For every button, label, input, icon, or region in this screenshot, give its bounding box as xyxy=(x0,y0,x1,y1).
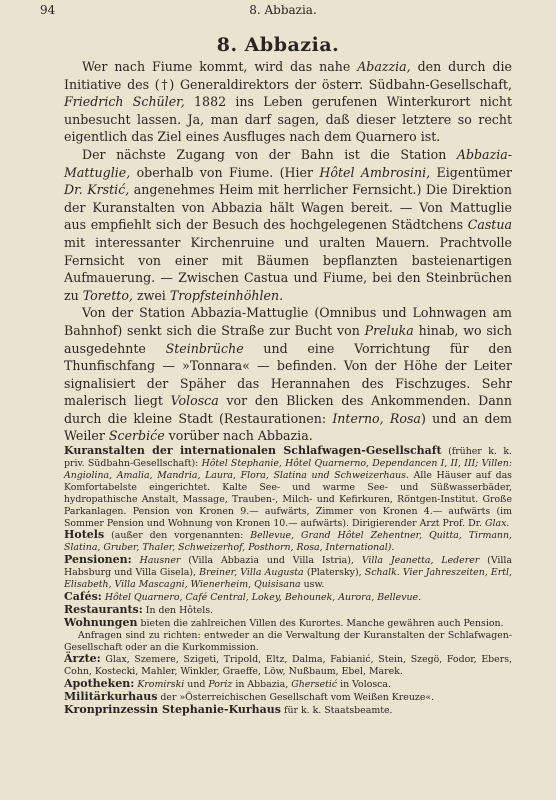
entry-apotheken: Apotheken: Kromirski und Poriz in Abbazia, Ghersetić in Volosca. xyxy=(64,677,391,691)
running-title: 8. Abbazia. xyxy=(249,3,317,17)
entry-kronprinzessin-kurhaus: Kronprinzessin Stephanie-Kurhaus für k. k. Staatsbeamte. xyxy=(64,703,393,717)
entry-restaurants: Restaurants: In den Hôtels. xyxy=(64,602,213,616)
entry-militaerkurhaus: Militärkurhaus der »Österreichischen Gesellschaft vom Weißen Kreuze«. xyxy=(64,690,435,704)
entry-anfragen: Anfragen sind zu richten: entweder an die Verwaltung der Kuranstalten der Schlafwagen-Gesellschaft oder an die Kurkommission. xyxy=(64,629,512,653)
entry-hotels: Hotels (außer den vorgenannten: Bellevue, Grand Hôtel Zehentner, Quitta, Tirmann, Slatina, Gruber, Thaler, Schweizerhof, Posthorn, Rosa, International). xyxy=(64,528,512,554)
chapter-title: 8. Abbazia. xyxy=(216,34,340,56)
entry-aerzte: Ärzte: Glax, Szemere, Szigeti, Tripold, Eltz, Dalma, Fabianić, Stein, Szegö, Fodor, Ebers, Cohn, Kostecki, Mahler, Winkler, Graeffe, Löw, Nußbaum, Ebel, Marek. xyxy=(64,652,512,678)
paragraph-access: Der nächste Zugang von der Bahn ist die Station Abbazia-Mattuglie, oberhalb von Fiume. (Hier Hôtel Ambrosini, Eigentümer Dr. Krstić, angenehmes Heim mit herrlicher Fernsicht.) Die Direktion der Kuranstalten von Abbazia hält Wagen bereit. — Von Mattuglie aus empfiehlt sich der Besuch des hochgelegenen Städtchens Castua mit interessanter Kirchenruine und uralten Mauern. Prachtvolle Fernsicht von einer mit Bäumen bepflanzten basteienartigen Aufmauerung. — Zwischen Castua und Fiume, bei den Steinbrüchen zu Toretto, zwei Tropfsteinhöhlen. xyxy=(64,146,513,303)
paragraph-intro: Wer nach Fiume kommt, wird das nahe Abazzia, den durch die Initiative des (†) Generaldirektors der österr. Südbahn-Gesellschaft, Friedrich Schüler, 1882 ins Leben gerufenen Winterkurort nicht unbesucht lassen. Ja, man darf sagen, daß dieser letztere so recht eigentlich das Ziel eines Ausfluges nach dem Quarnero ist. xyxy=(64,59,513,145)
page-header xyxy=(40,3,526,19)
entry-wohnungen: Wohnungen bieten die zahlreichen Villen des Kurortes. Manche gewähren auch Pension. xyxy=(64,615,504,629)
entry-cafes: Cafés: Hôtel Quarnero, Café Central, Lokey, Behounek, Aurora, Bellevue. xyxy=(64,589,422,603)
page-number: 94 xyxy=(40,3,56,17)
page-body xyxy=(64,58,512,717)
entry-kuranstalten: Kuranstalten der internationalen Schlafwagen-Gesellschaft (früher k. k. priv. Südbahn-Gesellschaft): Hôtel Stephanie, Hôtel Quarnerno, Dependancen I, II, III; Villen: Angiolina, Amalia, Mandria, Laura, Flora, Slatina und Schweizerhaus. Alle Häuser auf das Komfortabelste eingerichtet. Kalte See- und warme See- und Süßwasserbäder, hydropathische Anstalt, Massage, Trauben-, Milch- und Kefirkuren, Röntgen-Institut. Große Parkanlagen. Pension von Kronen 9.— aufwärts, Zimmer von Kronen 4.— aufwärts (im Sommer Pension und Wohnung von Kronen 10.— aufwärts). Dirigierender Arzt Prof. Dr. Glax. xyxy=(64,444,512,529)
paragraph-route: Von der Station Abbazia-Mattuglie (Omnibus und Lohnwagen am Bahnhof) senkt sich die Straße zur Bucht von Preluka hinab, wo sich ausgedehnte Steinbrüche und eine Vorrichtung für den Thunfischfang — »Tonnara« — befinden. Von der Höhe der Leiter signalisiert der Späher das Herannahen des Fischzuges. Sehr malerisch liegt Volosca vor den Blicken des Ankommenden. Dann durch die kleine Stadt (Restaurationen: Interno, Rosa) und an dem Weiler Scerbiće vorüber nach Abbazia. xyxy=(64,305,513,444)
entry-pensionen: Pensionen: Hausner (Villa Abbazia und Villa Istria), Villa Jeanetta, Lederer (Villa Habsburg und Villa Gisela), Breiner, Villa Augusta (Platersky), Schalk. Vier Jahreszeiten, Ertl, Elisabeth, Villa Mascagni, Wienerheim, Quisisana usw. xyxy=(64,553,513,591)
